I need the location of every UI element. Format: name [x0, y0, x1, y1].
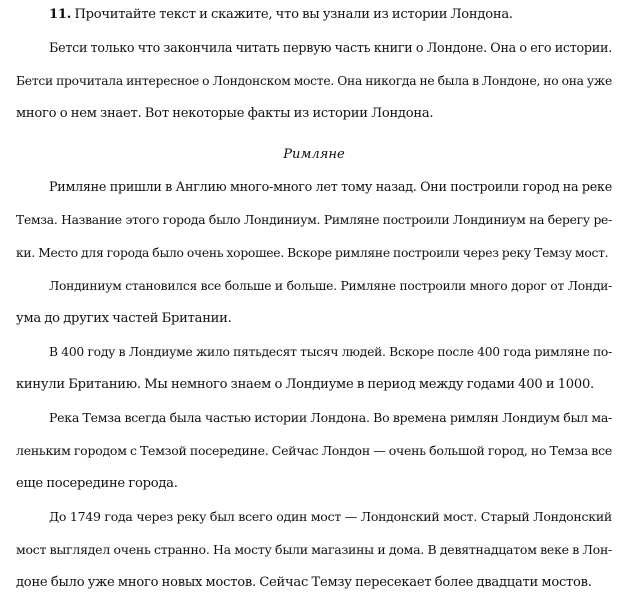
task-number: 11. — [49, 7, 72, 22]
paragraph-line: Римляне пришли в Англию много-много лет тому назад. Они построили город на реке — [49, 179, 612, 194]
paragraph-line: еще посередине города. — [16, 476, 178, 491]
paragraph-line: ума до других частей Британии. — [16, 311, 232, 326]
paragraph-line: леньким городом с Темзой посередине. Сейчас Лондон — очень большой город, но Темза все — [16, 443, 612, 458]
task-instruction: Прочитайте текст и скажите, что вы узнали из истории Лондона. — [74, 7, 513, 22]
paragraph-line: Лондиниум становился все больше и больше. Римляне построили много дорог от Лонди- — [49, 279, 612, 293]
paragraph-line: доне было уже много новых мостов. Сейчас Темзу пересекает более двадцати мостов. — [16, 575, 592, 590]
section-title: Римляне — [283, 147, 345, 162]
paragraph-line: мост выглядел очень странно. На мосту были магазины и дома. В девятнадцатом веке в Лон- — [16, 542, 612, 557]
paragraph-line: Темза. Название этого города было Лондиниум. Римляне построили Лондиниум на берегу ре- — [16, 213, 612, 227]
paragraph-line: ки. Место для города было очень хорошее. Вскоре римляне построили через реку Темзу мост. — [16, 246, 609, 260]
intro-line: Бетси только что закончила читать первую часть книги о Лондоне. Она о его истории. — [49, 40, 612, 55]
intro-line: Бетси прочитала интересное о Лондонском мосте. Она никогда не была в Лондоне, но она уже — [16, 74, 612, 88]
paragraph-line: До 1749 года через реку был всего один мост — Лондонский мост. Старый Лондонский — [49, 509, 612, 524]
task-heading — [49, 6, 513, 24]
paragraph-line: кинули Британию. Мы немного знаем о Лондиуме в период между годами 400 и 1000. — [16, 377, 594, 392]
paragraph-line: Река Темза всегда была частью истории Лондона. Во времена римлян Лондиум был ма- — [49, 410, 612, 425]
intro-line: много о нем знает. Вот некоторые факты из истории Лондона. — [16, 106, 434, 121]
paragraph-line: В 400 году в Лондиуме жило пятьдесят тысяч людей. Вскоре после 400 года римляне по- — [49, 345, 612, 359]
